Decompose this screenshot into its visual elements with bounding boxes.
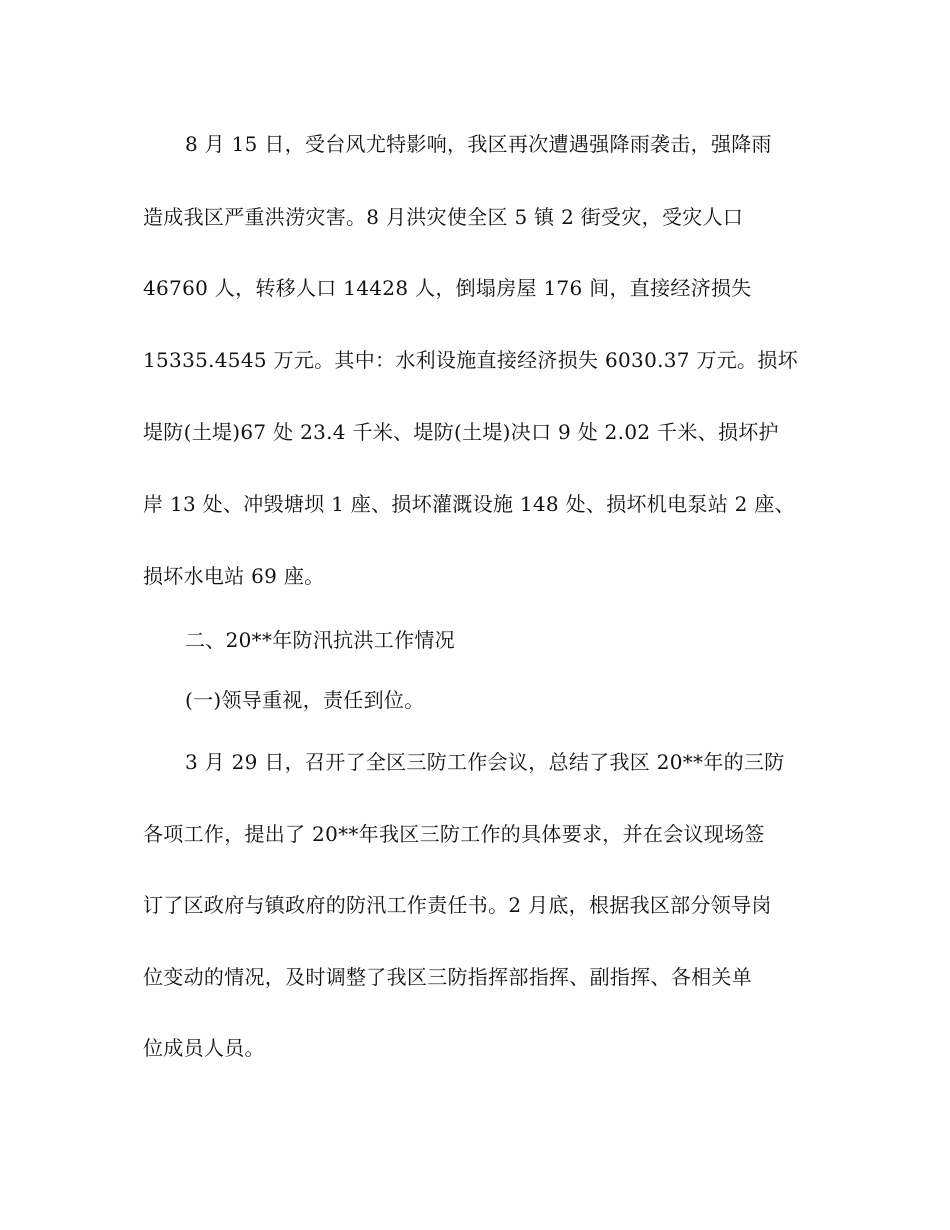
paragraph-line: 堤防(土堤)67 处 23.4 千米、堤防(土堤)决口 9 处 2.02 千米、损坏护	[143, 420, 779, 444]
section-heading: 二、20**年防汛抗洪工作情况	[185, 628, 455, 652]
paragraph-line: 各项工作，提出了 20**年我区三防工作的具体要求，并在会议现场签	[143, 822, 765, 846]
paragraph-line: 损坏水电站 69 座。	[143, 564, 325, 588]
paragraph-line: 位变动的情况，及时调整了我区三防指挥部指挥、副指挥、各相关单	[143, 965, 752, 989]
paragraph-line: 造成我区严重洪涝灾害。8 月洪灾使全区 5 镇 2 街受灾，受灾人口	[143, 205, 744, 229]
paragraph-line: 岸 13 处、冲毁塘坝 1 座、损坏灌溉设施 148 处、损坏机电泵站 2 座、	[143, 492, 795, 516]
subsection-heading: (一)领导重视，责任到位。	[185, 688, 425, 712]
paragraph-line: 8 月 15 日，受台风尤特影响，我区再次遭遇强降雨袭击，强降雨	[185, 132, 772, 156]
paragraph-line: 15335.4545 万元。其中：水利设施直接经济损失 6030.37 万元。损坏	[143, 348, 798, 372]
paragraph-line: 46760 人，转移人口 14428 人，倒塌房屋 176 间，直接经济损失	[143, 276, 752, 300]
paragraph-line: 位成员人员。	[143, 1036, 265, 1060]
paragraph-line: 订了区政府与镇政府的防汛工作责任书。2 月底，根据我区部分领导岗	[143, 893, 772, 917]
paragraph-line: 3 月 29 日，召开了全区三防工作会议，总结了我区 20**年的三防	[185, 750, 785, 774]
